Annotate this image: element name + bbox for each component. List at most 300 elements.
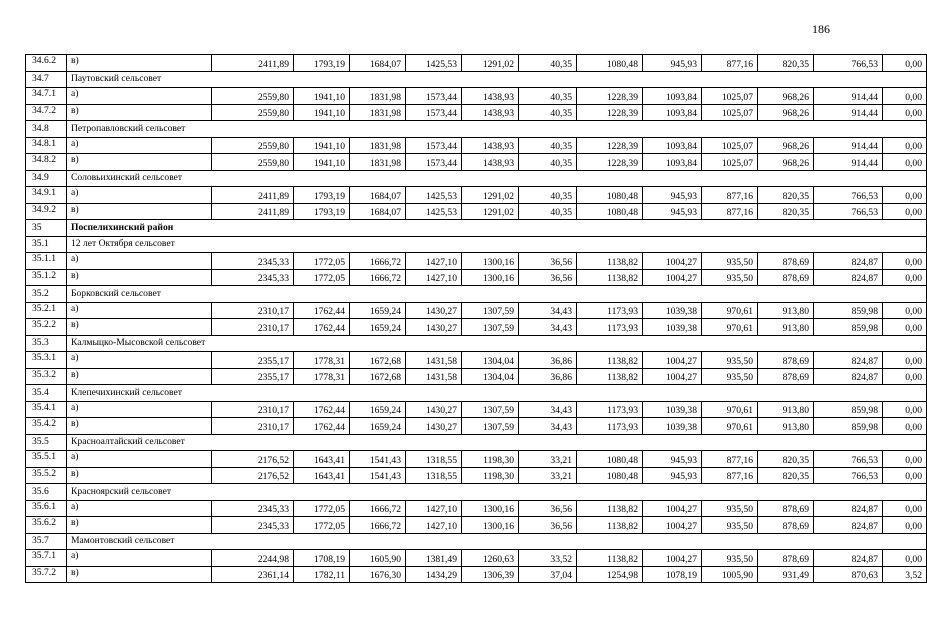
value-cell: 1318,55	[406, 451, 462, 468]
value-cell: 1228,39	[577, 104, 643, 121]
value-cell: 1080,48	[577, 187, 643, 204]
value-cell: 1039,38	[643, 401, 702, 418]
value-cell: 945,93	[643, 187, 702, 204]
value-cell: 1676,30	[350, 566, 406, 583]
value-cell: 1080,48	[577, 451, 643, 468]
section-row	[26, 170, 927, 187]
value-cell: 1093,84	[643, 104, 702, 121]
value-cell: 1772,05	[294, 500, 350, 517]
row-label: в)	[67, 203, 212, 220]
value-cell: 878,69	[758, 253, 814, 270]
value-cell: 1039,38	[643, 319, 702, 336]
value-cell: 1004,27	[643, 517, 702, 534]
value-cell: 1643,41	[294, 467, 350, 484]
value-cell: 1659,24	[350, 418, 406, 435]
row-code: 35.6.2	[26, 517, 67, 534]
value-cell: 2411,89	[212, 187, 294, 204]
table-row	[26, 550, 927, 567]
value-cell: 914,44	[814, 88, 883, 105]
value-cell: 1438,93	[462, 154, 519, 171]
value-cell: 877,16	[702, 187, 758, 204]
value-cell: 0,00	[883, 451, 927, 468]
section-title: Петропавловский сельсовет	[67, 121, 927, 138]
value-cell: 1573,44	[406, 154, 462, 171]
value-cell: 1941,10	[294, 88, 350, 105]
value-cell: 870,63	[814, 566, 883, 583]
value-cell: 0,00	[883, 253, 927, 270]
value-cell: 820,35	[758, 451, 814, 468]
row-label: а)	[67, 88, 212, 105]
section-title: Красноярский сельсовет	[67, 484, 927, 501]
section-title: Поспелихинский район	[67, 220, 927, 237]
value-cell: 824,87	[814, 253, 883, 270]
value-cell: 0,00	[883, 550, 927, 567]
row-code: 34.7.1	[26, 88, 67, 105]
value-cell: 1643,41	[294, 451, 350, 468]
value-cell: 0,00	[883, 517, 927, 534]
value-cell: 2361,14	[212, 566, 294, 583]
section-title: Красноалтайский сельсовет	[67, 434, 927, 451]
value-cell: 820,35	[758, 187, 814, 204]
table-row	[26, 187, 927, 204]
row-label: а)	[67, 401, 212, 418]
table-row	[26, 401, 927, 418]
value-cell: 2310,17	[212, 302, 294, 319]
value-cell: 1778,31	[294, 352, 350, 369]
value-cell: 878,69	[758, 500, 814, 517]
value-cell: 1430,27	[406, 302, 462, 319]
value-cell: 1430,27	[406, 401, 462, 418]
row-label: в)	[67, 467, 212, 484]
value-cell: 970,61	[702, 302, 758, 319]
value-cell: 1228,39	[577, 88, 643, 105]
value-cell: 1666,72	[350, 253, 406, 270]
value-cell: 36,86	[519, 352, 577, 369]
value-cell: 40,35	[519, 104, 577, 121]
value-cell: 1004,27	[643, 500, 702, 517]
value-cell: 1684,07	[350, 55, 406, 72]
value-cell: 970,61	[702, 418, 758, 435]
value-cell: 931,49	[758, 566, 814, 583]
value-cell: 913,80	[758, 401, 814, 418]
table-row	[26, 368, 927, 385]
row-code: 35.3.1	[26, 352, 67, 369]
row-label: а)	[67, 302, 212, 319]
value-cell: 1425,53	[406, 55, 462, 72]
value-cell: 913,80	[758, 418, 814, 435]
value-cell: 1228,39	[577, 137, 643, 154]
value-cell: 945,93	[643, 203, 702, 220]
value-cell: 1684,07	[350, 187, 406, 204]
row-code: 35.3	[26, 335, 67, 352]
value-cell: 1025,07	[702, 137, 758, 154]
value-cell: 1438,93	[462, 104, 519, 121]
value-cell: 1078,19	[643, 566, 702, 583]
row-label: в)	[67, 517, 212, 534]
value-cell: 878,69	[758, 352, 814, 369]
value-cell: 34,43	[519, 401, 577, 418]
section-row	[26, 434, 927, 451]
value-cell: 1430,27	[406, 319, 462, 336]
table-row	[26, 203, 927, 220]
value-cell: 40,35	[519, 55, 577, 72]
value-cell: 877,16	[702, 55, 758, 72]
value-cell: 1004,27	[643, 253, 702, 270]
value-cell: 970,61	[702, 401, 758, 418]
value-cell: 968,26	[758, 88, 814, 105]
value-cell: 1762,44	[294, 319, 350, 336]
value-cell: 1093,84	[643, 137, 702, 154]
value-cell: 2310,17	[212, 418, 294, 435]
value-cell: 1793,19	[294, 203, 350, 220]
value-cell: 0,00	[883, 137, 927, 154]
value-cell: 3,52	[883, 566, 927, 583]
value-cell: 0,00	[883, 55, 927, 72]
value-cell: 1672,68	[350, 352, 406, 369]
value-cell: 766,53	[814, 55, 883, 72]
row-code: 35.1.2	[26, 269, 67, 286]
value-cell: 1138,82	[577, 253, 643, 270]
value-cell: 1427,10	[406, 269, 462, 286]
value-cell: 1831,98	[350, 137, 406, 154]
value-cell: 2411,89	[212, 55, 294, 72]
row-label: в)	[67, 55, 212, 72]
table-row	[26, 55, 927, 72]
value-cell: 766,53	[814, 187, 883, 204]
table-row	[26, 319, 927, 336]
value-cell: 766,53	[814, 467, 883, 484]
value-cell: 914,44	[814, 104, 883, 121]
value-cell: 2310,17	[212, 401, 294, 418]
value-cell: 1831,98	[350, 104, 406, 121]
value-cell: 914,44	[814, 154, 883, 171]
row-label: а)	[67, 352, 212, 369]
value-cell: 877,16	[702, 203, 758, 220]
value-cell: 945,93	[643, 55, 702, 72]
value-cell: 2345,33	[212, 500, 294, 517]
value-cell: 1425,53	[406, 187, 462, 204]
value-cell: 1659,24	[350, 319, 406, 336]
table-row	[26, 88, 927, 105]
value-cell: 1138,82	[577, 500, 643, 517]
row-label: в)	[67, 566, 212, 583]
value-cell: 1307,59	[462, 319, 519, 336]
value-cell: 1080,48	[577, 203, 643, 220]
value-cell: 2176,52	[212, 451, 294, 468]
value-cell: 2310,17	[212, 319, 294, 336]
value-cell: 1708,19	[294, 550, 350, 567]
value-cell: 1793,19	[294, 187, 350, 204]
value-cell: 1039,38	[643, 418, 702, 435]
value-cell: 968,26	[758, 154, 814, 171]
table-row	[26, 104, 927, 121]
value-cell: 1260,63	[462, 550, 519, 567]
value-cell: 1941,10	[294, 137, 350, 154]
value-cell: 1093,84	[643, 154, 702, 171]
value-cell: 824,87	[814, 550, 883, 567]
value-cell: 1772,05	[294, 269, 350, 286]
value-cell: 1004,27	[643, 269, 702, 286]
table-row	[26, 418, 927, 435]
value-cell: 34,43	[519, 302, 577, 319]
table-row	[26, 352, 927, 369]
value-cell: 824,87	[814, 352, 883, 369]
tariff-table	[25, 54, 927, 583]
value-cell: 2411,89	[212, 203, 294, 220]
section-row	[26, 71, 927, 88]
row-code: 35.3.2	[26, 368, 67, 385]
table-body	[26, 55, 927, 583]
value-cell: 34,43	[519, 418, 577, 435]
page-number: 186	[812, 22, 830, 36]
section-title: Соловьихинский сельсовет	[67, 170, 927, 187]
row-code: 34.7	[26, 71, 67, 88]
value-cell: 968,26	[758, 104, 814, 121]
value-cell: 1772,05	[294, 517, 350, 534]
value-cell: 40,35	[519, 154, 577, 171]
value-cell: 945,93	[643, 451, 702, 468]
value-cell: 766,53	[814, 451, 883, 468]
row-code: 35.2.2	[26, 319, 67, 336]
value-cell: 1198,30	[462, 467, 519, 484]
value-cell: 878,69	[758, 269, 814, 286]
value-cell: 40,35	[519, 137, 577, 154]
row-code: 35.7	[26, 533, 67, 550]
value-cell: 0,00	[883, 187, 927, 204]
value-cell: 36,56	[519, 253, 577, 270]
value-cell: 2345,33	[212, 253, 294, 270]
row-code: 34.8	[26, 121, 67, 138]
row-label: а)	[67, 451, 212, 468]
row-code: 35	[26, 220, 67, 237]
section-title: Калмыцко-Мысовской сельсовет	[67, 335, 927, 352]
value-cell: 877,16	[702, 467, 758, 484]
value-cell: 2345,33	[212, 269, 294, 286]
value-cell: 859,98	[814, 302, 883, 319]
value-cell: 2559,80	[212, 88, 294, 105]
value-cell: 913,80	[758, 302, 814, 319]
row-code: 35.1	[26, 236, 67, 253]
value-cell: 1573,44	[406, 88, 462, 105]
value-cell: 1431,58	[406, 368, 462, 385]
section-row	[26, 236, 927, 253]
value-cell: 1427,10	[406, 500, 462, 517]
value-cell: 824,87	[814, 500, 883, 517]
row-code: 35.5	[26, 434, 67, 451]
value-cell: 1138,82	[577, 269, 643, 286]
row-code: 34.9	[26, 170, 67, 187]
value-cell: 1004,27	[643, 550, 702, 567]
value-cell: 1431,58	[406, 352, 462, 369]
row-label: в)	[67, 418, 212, 435]
value-cell: 820,35	[758, 203, 814, 220]
value-cell: 1307,59	[462, 401, 519, 418]
value-cell: 1427,10	[406, 517, 462, 534]
row-label: в)	[67, 154, 212, 171]
value-cell: 1659,24	[350, 401, 406, 418]
value-cell: 2176,52	[212, 467, 294, 484]
value-cell: 1300,16	[462, 253, 519, 270]
value-cell: 1430,27	[406, 418, 462, 435]
row-code: 35.4	[26, 385, 67, 402]
row-label: а)	[67, 550, 212, 567]
row-code: 35.5.1	[26, 451, 67, 468]
section-row	[26, 484, 927, 501]
value-cell: 33,52	[519, 550, 577, 567]
value-cell: 1138,82	[577, 550, 643, 567]
section-row	[26, 121, 927, 138]
value-cell: 945,93	[643, 467, 702, 484]
value-cell: 1778,31	[294, 368, 350, 385]
value-cell: 2559,80	[212, 154, 294, 171]
value-cell: 1228,39	[577, 154, 643, 171]
value-cell: 935,50	[702, 368, 758, 385]
value-cell: 1762,44	[294, 302, 350, 319]
value-cell: 0,00	[883, 203, 927, 220]
value-cell: 2355,17	[212, 352, 294, 369]
value-cell: 1300,16	[462, 269, 519, 286]
value-cell: 0,00	[883, 467, 927, 484]
value-cell: 1605,90	[350, 550, 406, 567]
value-cell: 820,35	[758, 55, 814, 72]
value-cell: 1438,93	[462, 137, 519, 154]
row-label: а)	[67, 500, 212, 517]
value-cell: 37,04	[519, 566, 577, 583]
value-cell: 40,35	[519, 203, 577, 220]
value-cell: 1672,68	[350, 368, 406, 385]
value-cell: 0,00	[883, 352, 927, 369]
value-cell: 1025,07	[702, 154, 758, 171]
value-cell: 878,69	[758, 550, 814, 567]
value-cell: 1666,72	[350, 517, 406, 534]
row-code: 34.8.1	[26, 137, 67, 154]
row-code: 34.7.2	[26, 104, 67, 121]
row-code: 34.9.1	[26, 187, 67, 204]
value-cell: 935,50	[702, 269, 758, 286]
section-row	[26, 220, 927, 237]
value-cell: 1573,44	[406, 104, 462, 121]
value-cell: 820,35	[758, 467, 814, 484]
value-cell: 1080,48	[577, 467, 643, 484]
value-cell: 1381,49	[406, 550, 462, 567]
row-label: а)	[67, 187, 212, 204]
value-cell: 859,98	[814, 401, 883, 418]
value-cell: 1254,98	[577, 566, 643, 583]
value-cell: 1941,10	[294, 154, 350, 171]
row-label: а)	[67, 253, 212, 270]
value-cell: 1138,82	[577, 352, 643, 369]
value-cell: 1772,05	[294, 253, 350, 270]
section-title: Клепечихинский сельсовет	[67, 385, 927, 402]
value-cell: 824,87	[814, 269, 883, 286]
value-cell: 34,43	[519, 319, 577, 336]
row-code: 35.4.1	[26, 401, 67, 418]
section-title: Мамонтовский сельсовет	[67, 533, 927, 550]
value-cell: 1306,39	[462, 566, 519, 583]
value-cell: 2244,98	[212, 550, 294, 567]
value-cell: 1025,07	[702, 104, 758, 121]
value-cell: 1427,10	[406, 253, 462, 270]
value-cell: 1173,93	[577, 418, 643, 435]
value-cell: 935,50	[702, 352, 758, 369]
value-cell: 1093,84	[643, 88, 702, 105]
row-code: 35.2.1	[26, 302, 67, 319]
table-row	[26, 566, 927, 583]
value-cell: 1005,90	[702, 566, 758, 583]
value-cell: 0,00	[883, 418, 927, 435]
section-row	[26, 286, 927, 303]
value-cell: 0,00	[883, 368, 927, 385]
value-cell: 824,87	[814, 368, 883, 385]
value-cell: 0,00	[883, 154, 927, 171]
table-row	[26, 154, 927, 171]
value-cell: 1291,02	[462, 203, 519, 220]
section-title: 12 лет Октября сельсовет	[67, 236, 927, 253]
value-cell: 935,50	[702, 550, 758, 567]
section-row	[26, 533, 927, 550]
value-cell: 913,80	[758, 319, 814, 336]
row-code: 35.7.1	[26, 550, 67, 567]
table-row	[26, 517, 927, 534]
value-cell: 1304,04	[462, 368, 519, 385]
section-row	[26, 335, 927, 352]
value-cell: 878,69	[758, 517, 814, 534]
section-title: Борковский сельсовет	[67, 286, 927, 303]
value-cell: 1300,16	[462, 500, 519, 517]
value-cell: 36,56	[519, 500, 577, 517]
value-cell: 1307,59	[462, 418, 519, 435]
value-cell: 36,86	[519, 368, 577, 385]
value-cell: 2559,80	[212, 137, 294, 154]
value-cell: 859,98	[814, 418, 883, 435]
row-code: 35.6	[26, 484, 67, 501]
table-row	[26, 137, 927, 154]
value-cell: 1025,07	[702, 88, 758, 105]
value-cell: 1666,72	[350, 500, 406, 517]
value-cell: 40,35	[519, 88, 577, 105]
row-code: 34.9.2	[26, 203, 67, 220]
value-cell: 0,00	[883, 269, 927, 286]
row-label: в)	[67, 104, 212, 121]
value-cell: 935,50	[702, 500, 758, 517]
table-row	[26, 500, 927, 517]
value-cell: 1425,53	[406, 203, 462, 220]
row-code: 35.2	[26, 286, 67, 303]
value-cell: 1291,02	[462, 55, 519, 72]
value-cell: 1434,29	[406, 566, 462, 583]
row-label: в)	[67, 269, 212, 286]
value-cell: 1941,10	[294, 104, 350, 121]
value-cell: 935,50	[702, 253, 758, 270]
row-label: а)	[67, 137, 212, 154]
value-cell: 1004,27	[643, 352, 702, 369]
table-row	[26, 269, 927, 286]
value-cell: 1831,98	[350, 154, 406, 171]
value-cell: 914,44	[814, 137, 883, 154]
value-cell: 1541,43	[350, 451, 406, 468]
value-cell: 33,21	[519, 467, 577, 484]
table-row	[26, 302, 927, 319]
value-cell: 1762,44	[294, 418, 350, 435]
value-cell: 1039,38	[643, 302, 702, 319]
value-cell: 0,00	[883, 104, 927, 121]
row-code: 35.7.2	[26, 566, 67, 583]
value-cell: 33,21	[519, 451, 577, 468]
section-row	[26, 385, 927, 402]
row-code: 34.8.2	[26, 154, 67, 171]
value-cell: 2345,33	[212, 517, 294, 534]
value-cell: 0,00	[883, 302, 927, 319]
